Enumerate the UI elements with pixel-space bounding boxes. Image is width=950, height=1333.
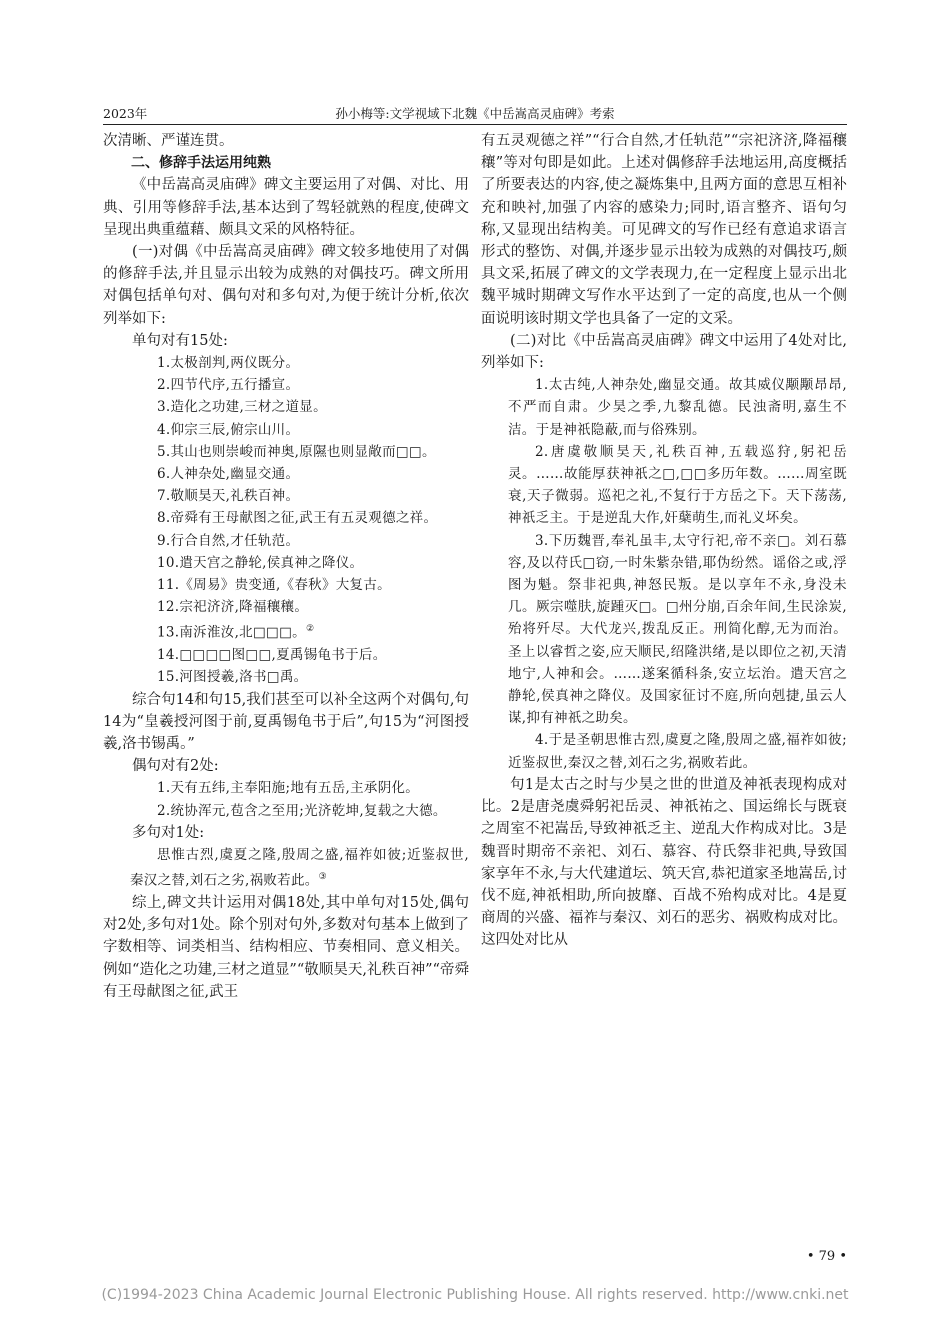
list-item: 9.行合自然,才任轨范。	[157, 532, 300, 549]
list-item: 10.遣天宫之静轮,侯真神之降仪。	[157, 554, 364, 571]
header-rule	[103, 124, 847, 125]
list-item: 6.人神杂处,幽显交通。	[157, 466, 300, 483]
list-item: 14.□□□□图□□,夏禹锡龟书于后。	[157, 647, 387, 664]
list-item: 8.帝舜有王母献图之征,武王有五灵观德之祥。	[157, 510, 438, 527]
section-heading: 二、修辞手法运用纯熟	[131, 155, 271, 172]
list-item	[103, 844, 469, 892]
list-item: 11.《周易》贵变通,《春秋》大复古。	[157, 577, 391, 594]
single-couplet-heading: 单句对有15处:	[132, 332, 228, 349]
right-column	[481, 130, 847, 952]
list-item-text: 思惟古烈,虞夏之隆,殷周之盛,福祚如彼;近鉴叔世,秦汉之替,刘石之劣,祸败若此。	[130, 847, 469, 889]
list-item: 1.太极剖判,两仪既分。	[157, 355, 300, 372]
quote-item: 3.下历魏晋,奉礼虽丰,太守行祀,帝不亲□。刘石慕容,及以苻氏□窃,一时朱紫杂错,耶伪纷然。谣俗之或,浮图为魁。祭非祀典,神怒民叛。是以享年不永,身没未几。厥宗噬肤,旋踵灭□。□州分崩,百余年间,生民涂炭,殆将歼尽。大代龙兴,拨乱反正。刑简化醇,无为而治。圣上以睿哲之姿,应天顺民,绍隆洪绪,是以即位之初,天清地宁,人神和会。……遂案循科条,安立坛治。遣天宫之静轮,侯真神之降仪。及国家征讨不庭,所向剋捷,虽云人谋,抑有神祇之助矣。	[508, 532, 847, 727]
list-item: 1.天有五纬,主奉阳施;地有五岳,主承阴化。	[157, 780, 420, 797]
list-item: 2.四节代序,五行播宣。	[157, 377, 300, 394]
footnote-marker: ③	[318, 872, 327, 883]
list-item: 4.仰宗三辰,俯宗山川。	[157, 421, 300, 438]
list-item-text: 13.南泝淮汝,北□□□。	[157, 624, 306, 641]
paragraph-continued: 有五灵观德之祥”“行合自然,才任轨范”“宗祀济济,降福穰穰”等对句即是如此。上述对偶修辞手法地运用,高度概括了所要表达的内容,使之凝炼集中,且两方面的意思互相补充和映衬,加强了内容的感染力;同时,语言整齐、语句匀称,又显现出结构美。可见碑文的写作已经有意追求语言形式的整饬、对偶,并逐步显示出较为成熟的对偶技巧,颇具文采,拓展了碑文的文学表现力,在一定程度上显示出北魏平城时期碑文写作水平达到了一定的高度,也从一个侧面说明该时期文学也具备了一定的文采。	[481, 133, 847, 327]
list-item: 7.敬顺昊天,礼秩百神。	[157, 488, 300, 505]
left-column	[103, 130, 469, 1003]
list-item: 5.其山也则崇峻而神奥,原隰也则显敞而□□。	[157, 443, 436, 460]
paragraph-continued: 次清晰、严谨连贯。	[103, 133, 234, 149]
quote-item: 4.于是圣朝思惟古烈,虞夏之隆,殷周之盛,福祚如彼;近鉴叔世,秦汉之替,刘石之劣,祸败若此。	[508, 732, 847, 771]
paragraph: 《中岳嵩高灵庙碑》碑文主要运用了对偶、对比、用典、引用等修辞手法,基本达到了驾轻就熟的程度,使碑文呈现出典重蕴藉、颇具文采的风格特征。	[103, 177, 469, 238]
list-item: 3.造化之功建,三材之道显。	[157, 399, 327, 416]
running-header	[103, 104, 847, 122]
list-item	[103, 618, 469, 644]
list-item: 2.统协浑元,苞含之至用;光济乾坤,复载之大德。	[157, 802, 447, 819]
quote-item: 2.唐虞敬顺昊天,礼秩百神,五载巡狩,躬祀岳灵。……故能厚获神祇之□,□□多历年数。……周室既衰,天子微弱。巡祀之礼,不复行于方岳之下。天下荡荡,神祇乏主。于是逆乱大作,奸蘖萌生,而礼义坏矣。	[508, 443, 847, 527]
paragraph: 综合句14和句15,我们甚至可以补全这两个对偶句,句14为“皇羲授河图于前,夏禹锡龟书于后”,句15为“河图授羲,洛书锡禹。”	[103, 691, 469, 752]
header-title: 孙小梅等:文学视域下北魏《中岳嵩高灵庙碑》考索	[335, 106, 615, 121]
page-number: • 79 •	[806, 1249, 847, 1264]
pair-couplet-heading: 偶句对有2处:	[132, 758, 219, 775]
list-item: 12.宗祀济济,降福穰穰。	[157, 599, 309, 616]
paragraph-antithesis: (一)对偶《中岳嵩高灵庙碑》碑文较多地使用了对偶的修辞手法,并且显示出较为成熟的对偶技巧。碑文所用对偶包括单句对、偶句对和多句对,为便于统计分析,依次列举如下:	[103, 244, 469, 327]
quote-item: 1.太古纯,人神杂处,幽显交通。故其威仪颙颙昂昂,不严而自肃。少昊之季,九黎乱德。民浊斋明,嘉生不洁。于是神祇隐蔽,而与俗殊别。	[508, 377, 847, 438]
copyright-footer: (C)1994-2023 China Academic Journal Electronic Publishing House. All rights reserved. http://www.cnki.net	[101, 1287, 849, 1303]
paragraph: 句1是太古之时与少昊之世的世道及神祇表现构成对比。2是唐尧虞舜躬祀岳灵、神祇祐之、国运绵长与既衰之周室不祀嵩岳,导致神祇乏主、逆乱大作构成对比。3是魏晋时期帝不亲祀、刘石、慕容、苻氏祭非祀典,导致国家享年不永,与大代建道坛、筑天宫,恭祀道家圣地嵩岳,讨伐不庭,神祇相助,所向披靡、百战不殆构成对比。4是夏商周的兴盛、福祚与秦汉、刘石的恶劣、祸败构成对比。这四处对比从	[481, 776, 847, 949]
multi-couplet-heading: 多句对1处:	[132, 824, 205, 841]
list-item: 15.河图授羲,洛书□禹。	[157, 669, 308, 686]
paragraph: 综上,碑文共计运用对偶18处,其中单句对15处,偶句对2处,多句对1处。除个别对句外,多数对句基本上做到了字数相等、词类相当、结构相应、节奏相同、意义相关。例如“造化之功建,三材之道显”“敬顺昊天,礼秩百神”“帝舜有王母献图之征,武王	[103, 894, 469, 1000]
paragraph-contrast: (二)对比《中岳嵩高灵庙碑》碑文中运用了4处对比,列举如下:	[481, 332, 847, 372]
header-year: 2023年	[103, 106, 148, 121]
footnote-marker: ②	[305, 624, 315, 635]
